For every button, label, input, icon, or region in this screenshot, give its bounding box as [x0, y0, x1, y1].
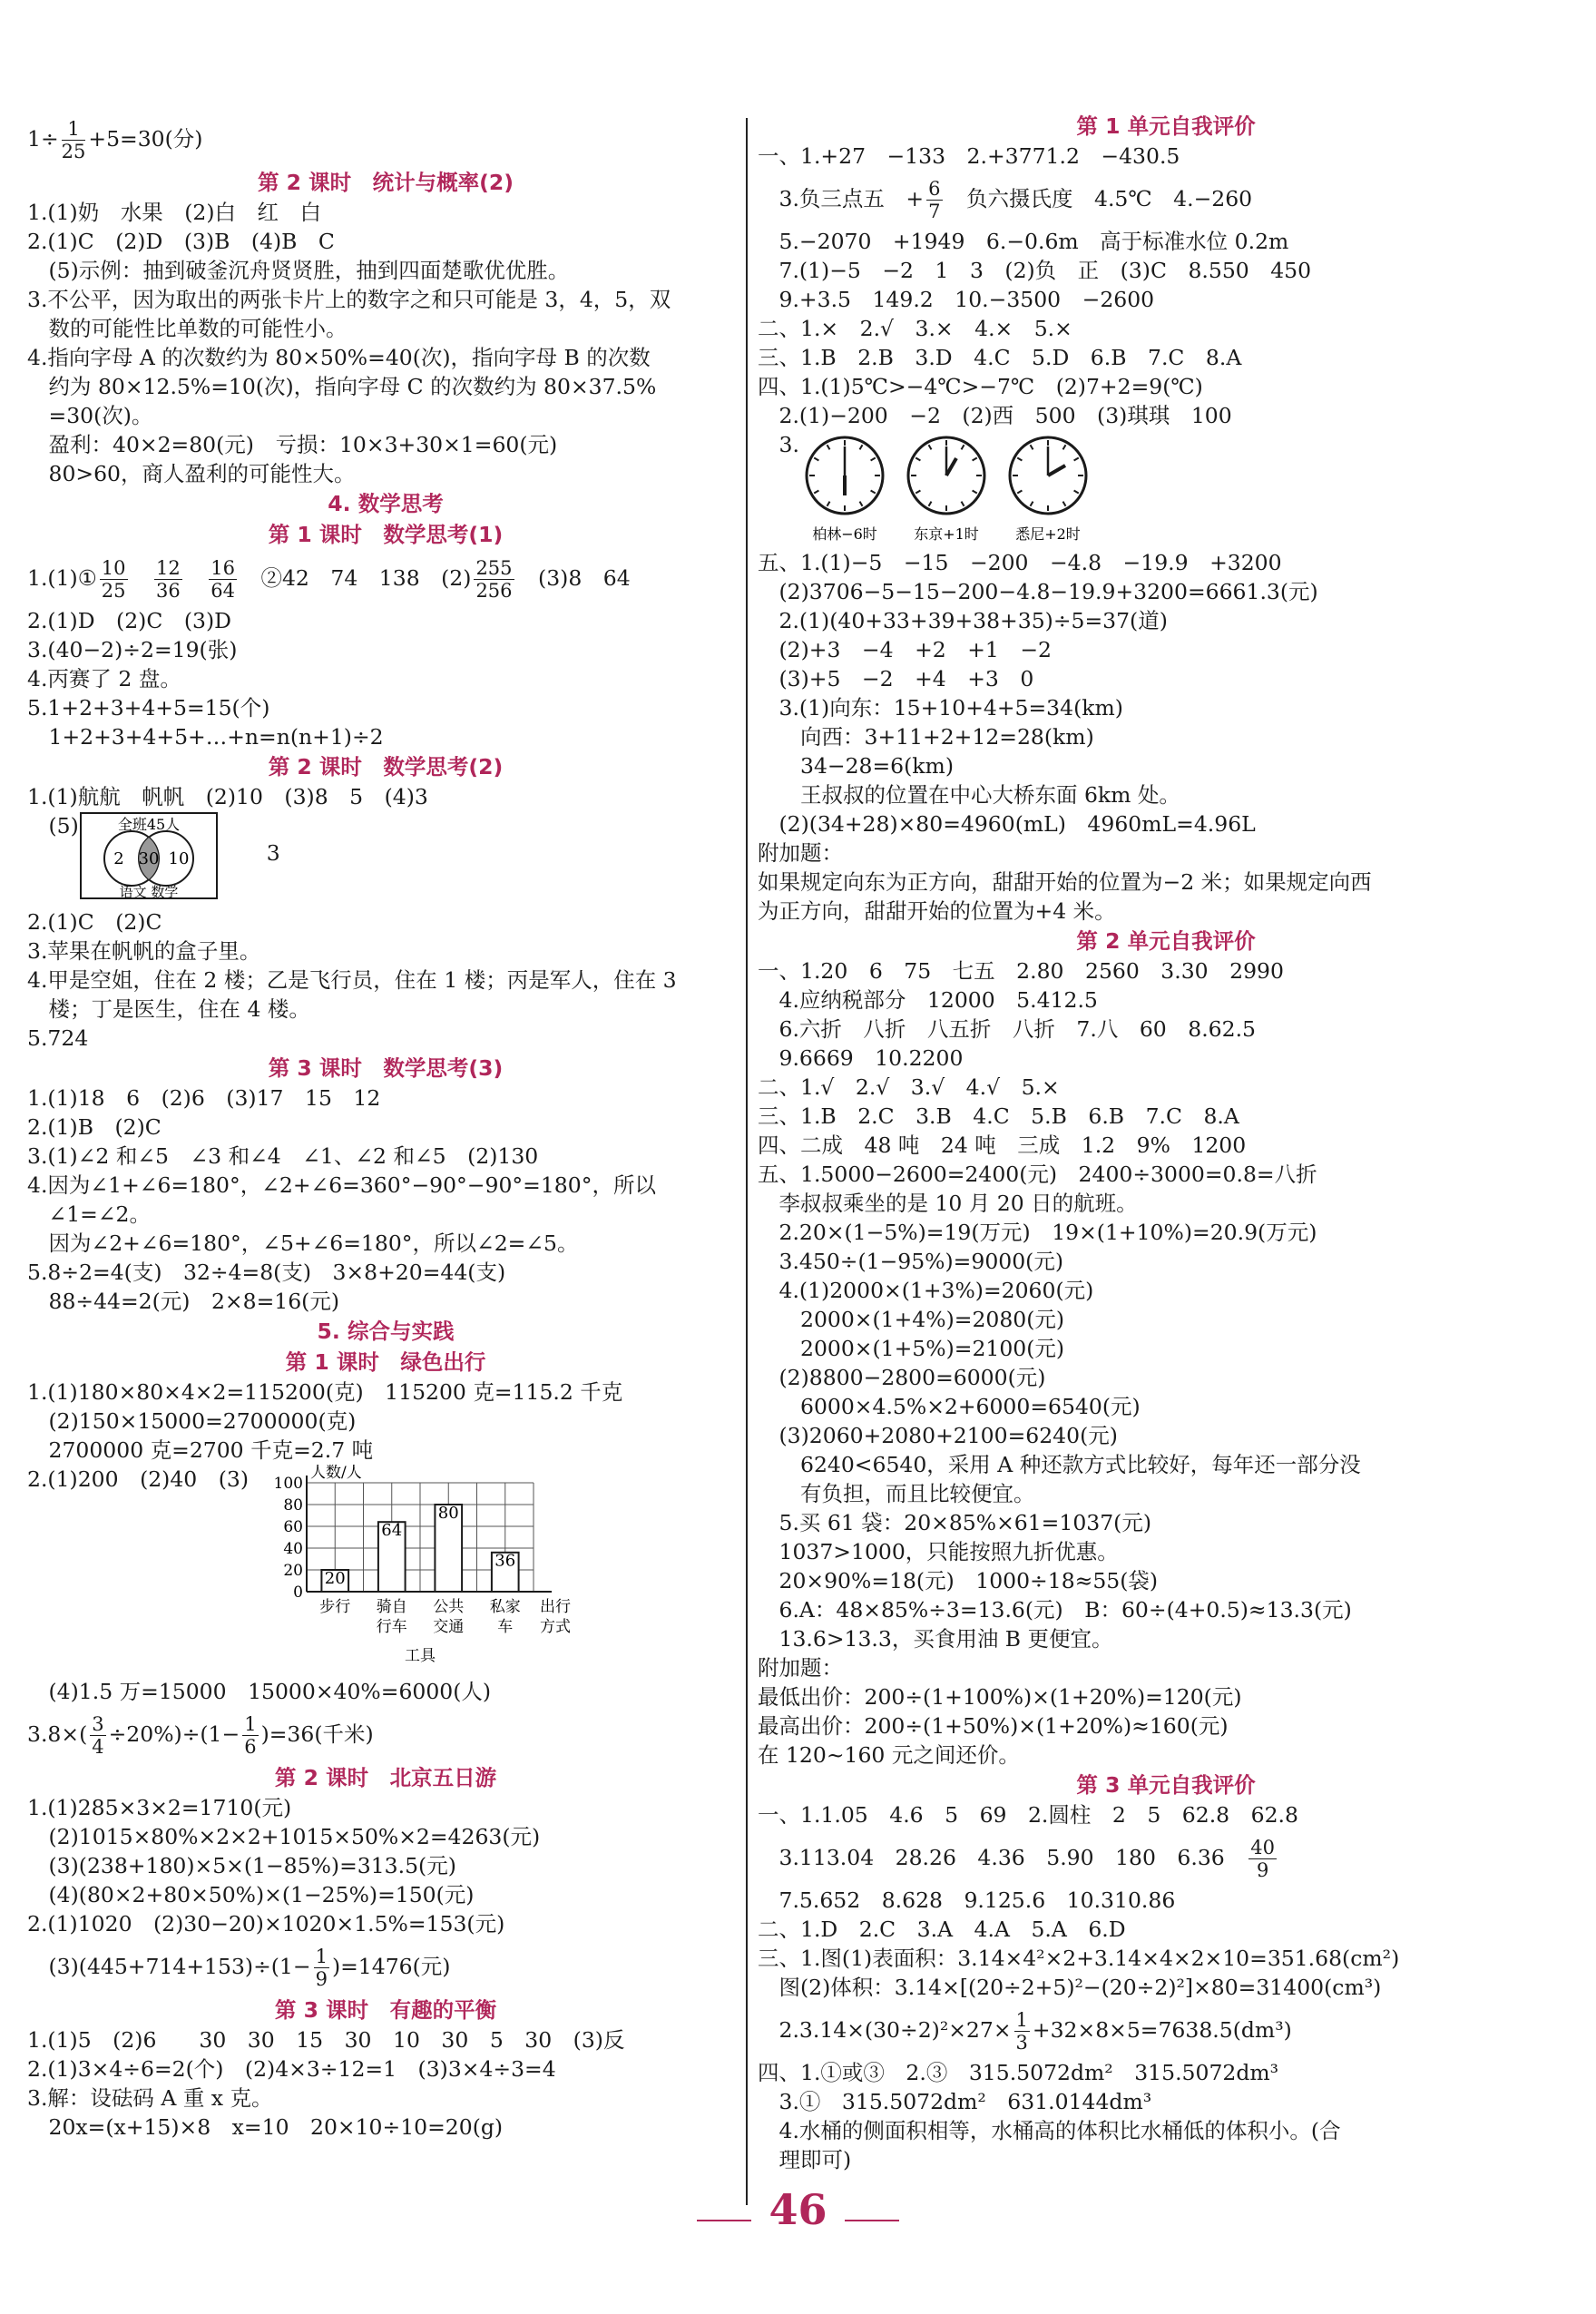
answer-line: 向西：3+11+2+12=28(km) — [758, 724, 1094, 750]
fraction — [474, 557, 514, 602]
answer-line: 如果规定向东为正方向，甜甜开始的位置为−2 米；如果规定向西 — [758, 869, 1372, 895]
text-run: 1÷ — [27, 126, 59, 152]
data-label: 64 — [381, 1520, 403, 1540]
answer-line: 四、二成 48 吨 24 吨 三成 1.2 9% 1200 — [758, 1132, 1247, 1158]
answer-line: 1.(1)18 6 (2)6 (3)17 15 12 — [27, 1085, 381, 1111]
text-run: 2.3.14×(30÷2)²×27× — [758, 2017, 1012, 2043]
denominator: 9 — [1256, 1859, 1269, 1881]
answer-line: 7.(1)−5 −2 1 3 (2)负 正 (3)C 8.550 450 — [758, 258, 1312, 283]
answer-line: 5.买 61 袋：20×85%×61=1037(元) — [758, 1510, 1152, 1535]
section-heading: 5. 综合与实践 — [317, 1319, 455, 1344]
denominator: 25 — [61, 141, 86, 162]
denominator: 25 — [101, 580, 126, 602]
answer-line: 王叔叔的位置在中心大桥东面 6km 处。 — [758, 782, 1180, 808]
answer-line: 一、1.+27 −133 2.+3771.2 −430.5 — [758, 143, 1180, 169]
fraction — [62, 118, 86, 162]
answer-line: 2.(1)C (2)C — [27, 909, 162, 935]
answer-line: 2.20×(1−5%)=19(万元) 19×(1+10%)=20.9(万元) — [758, 1220, 1317, 1245]
venn-labels: 语文 数学 — [119, 884, 179, 900]
column-divider — [746, 118, 748, 2205]
answer-line: 2.(1)3×4÷6=2(个) (2)4×3÷12=1 (3)3×4÷3=4 — [27, 2056, 556, 2082]
answer-line: 4.甲是空姐，住在 2 楼；乙是飞行员，住在 1 楼；丙是军人，住在 3 — [27, 967, 677, 993]
answer-line: 3.① 315.5072dm² 631.0144dm³ — [758, 2089, 1152, 2114]
answer-line: 图(2)体积：3.14×[(20÷2+5)²−(20÷2)²]×80=31400(cm³) — [758, 1975, 1382, 2000]
denominator: 256 — [475, 580, 513, 602]
answer-line: 李叔叔乘坐的是 10 月 20 日的航班。 — [758, 1191, 1138, 1216]
text-run: 负六摄氏度 4.5℃ 4.−260 — [945, 186, 1253, 211]
section-heading: 4. 数学思考 — [328, 491, 444, 516]
denominator: 3 — [1015, 2032, 1028, 2054]
answer-line: (4)1.5 万=15000 15000×40%=6000(人) — [27, 1679, 492, 1704]
answer-line: 最低出价：200÷(1+100%)×(1+20%)=120(元) — [758, 1684, 1242, 1710]
answer-line: 楼；丁是医生，住在 4 楼。 — [27, 996, 310, 1022]
text-run: )=1476(元) — [331, 1954, 451, 1979]
numerator: 16 — [211, 557, 235, 579]
venn-line — [27, 811, 744, 907]
text-run: 3.113.04 28.26 4.36 5.90 180 6.36 — [758, 1845, 1247, 1870]
text-run — [185, 565, 207, 591]
answer-line-fraction — [27, 1706, 744, 1762]
clock-caption: 柏林−6时 — [812, 525, 877, 543]
answer-line: 5.724 — [27, 1025, 89, 1051]
denominator: 36 — [156, 580, 181, 602]
answer-line: 1.(1)航航 帆帆 (2)10 (3)8 5 (4)3 — [27, 784, 428, 809]
answer-line: 80>60，商人盈利的可能性大。 — [27, 461, 356, 486]
answer-line-fraction — [758, 1829, 1574, 1886]
denominator: 4 — [92, 1736, 104, 1758]
text-run: ÷20%)÷(1− — [108, 1721, 240, 1747]
answer-line: 盈利：40×2=80(元) 亏损：10×3+30×1=60(元) — [27, 432, 558, 457]
fraction — [314, 1946, 329, 1990]
answer-line: 二、1.× 2.√ 3.× 4.× 5.× — [758, 316, 1072, 341]
answer-line: 理即可) — [758, 2147, 852, 2172]
answer-line: 34−28=6(km) — [758, 753, 954, 779]
numerator: 3 — [92, 1713, 104, 1735]
answer-line-fraction — [758, 2002, 1574, 2058]
answer-line: 20×90%=18(元) 1000÷18≈55(袋) — [758, 1568, 1159, 1593]
venn-diagram — [79, 811, 224, 902]
answer-line: 1+2+3+4+5+…+n=n(n+1)÷2 — [27, 724, 384, 750]
answer-line: 4.因为∠1+∠6=180°，∠2+∠6=360°−90°−90°=180°，所以 — [27, 1172, 656, 1198]
answer-line: 因为∠2+∠6=180°，∠5+∠6=180°，所以∠2=∠5。 — [27, 1231, 579, 1256]
venn-left-value: 2 — [113, 849, 124, 868]
text-run: (3)8 64 — [516, 565, 631, 591]
fraction — [100, 557, 128, 602]
answer-line: 一、1.20 6 75 七五 2.80 2560 3.30 2990 — [758, 958, 1284, 984]
numerator: 255 — [475, 557, 513, 579]
answer-line: 1.(1)奶 水果 (2)白 红 白 — [27, 200, 321, 225]
numerator: 1 — [244, 1713, 257, 1735]
answer-line: 2.(1)(40+33+39+38+35)÷5=37(道) — [758, 608, 1168, 633]
section-heading: 第 2 课时 北京五日游 — [274, 1765, 497, 1790]
answer-line: 3.解：设砝码 A 重 x 克。 — [27, 2085, 273, 2111]
answer-line: 4.指向字母 A 的次数约为 80×50%=40(次)，指向字母 B 的次数 — [27, 345, 651, 370]
answer-line: 2700000 克=2700 千克=2.7 吨 — [27, 1437, 374, 1463]
answer-line: (2)1015×80%×2×2+1015×50%×2=4263(元) — [27, 1824, 541, 1849]
answer-line: 约为 80×12.5%=10(次)，指向字母 C 的次数约为 80×37.5% — [27, 374, 657, 399]
answer-line-fraction — [27, 550, 744, 606]
denominator: 64 — [211, 580, 235, 602]
footer-line-left — [697, 2220, 751, 2221]
answer-line: 五、1.(1)−5 −15 −200 −4.8 −19.9 +3200 — [758, 550, 1282, 575]
answer-line: (2)+3 −4 +2 +1 −2 — [758, 637, 1052, 662]
answer-line: =30(次)。 — [27, 403, 153, 428]
answer-line: 5.−2070 +1949 6.−0.6m 高于标准水位 0.2m — [758, 229, 1289, 254]
numerator: 1 — [62, 118, 86, 141]
answer-line: 在 120~160 元之间还价。 — [758, 1742, 1020, 1768]
answer-line: 1037>1000，只能按照九折优惠。 — [758, 1539, 1119, 1564]
answer-line: 4.水桶的侧面积相等，水桶高的体积比水桶低的体积小。(合 — [758, 2118, 1341, 2143]
answer-line: 三、1.B 2.B 3.D 4.C 5.D 6.B 7.C 8.A — [758, 345, 1242, 370]
section-heading: 第 2 课时 数学思考(2) — [268, 754, 504, 780]
section-heading: 第 3 课时 有趣的平衡 — [274, 1997, 497, 2023]
item-prefix: 2.(1)200 (2)40 (3) — [27, 1466, 250, 1492]
section-heading: 第 1 单元自我评价 — [1076, 113, 1256, 139]
answer-line: (2)8800−2800=6000(元) — [758, 1365, 1046, 1390]
answer-line: 2.(1)D (2)C (3)D — [27, 608, 231, 633]
answer-line: 9.+3.5 149.2 10.−3500 −2600 — [758, 287, 1155, 312]
answer-line: 数的可能性比单数的可能性小。 — [27, 316, 348, 341]
answer-line: 3.(1)向东：15+10+4+5=34(km) — [758, 695, 1123, 721]
text-run: 3.负三点五 + — [758, 186, 925, 211]
venn-overlap-value: 30 — [138, 849, 160, 868]
section-heading: 第 2 课时 统计与概率(2) — [257, 170, 514, 195]
fraction — [1248, 1837, 1277, 1881]
item-prefix: 3. — [758, 432, 799, 457]
right-column — [758, 111, 1574, 2174]
answer-line: 6240<6540，采用 A 种还款方式比较好，每年还一部分没 — [758, 1452, 1361, 1477]
fraction — [90, 1713, 105, 1758]
answer-line: 为正方向，甜甜开始的位置为+4 米。 — [758, 898, 1116, 924]
y-tick-label: 20 — [283, 1562, 304, 1580]
answer-line: 二、1.√ 2.√ 3.√ 4.√ 5.× — [758, 1074, 1060, 1100]
denominator: 7 — [928, 201, 941, 222]
clock-caption: 东京+1时 — [914, 525, 979, 543]
answer-line: (3)2060+2080+2100=6240(元) — [758, 1423, 1118, 1448]
answer-line: 6000×4.5%×2+6000=6540(元) — [758, 1394, 1141, 1419]
answer-line: (2)(34+28)×80=4960(mL) 4960mL=4.96L — [758, 811, 1256, 837]
page-number: 46 — [769, 2185, 827, 2234]
text-run: 3.8×( — [27, 1721, 88, 1747]
y-tick-label: 40 — [283, 1540, 304, 1558]
y-axis-label: 人数/人 — [310, 1465, 362, 1482]
answer-line: 最高出价：200÷(1+50%)×(1+20%)≈160(元) — [758, 1713, 1229, 1739]
answer-line: 一、1.1.05 4.6 5 69 2.圆柱 2 5 62.8 62.8 — [758, 1802, 1298, 1828]
venn-right-value: 10 — [168, 849, 190, 868]
answer-line: 3.不公平，因为取出的两张卡片上的数字之和只可能是 3，4，5，双 — [27, 287, 671, 312]
answer-line: 五、1.5000−2600=2400(元) 2400÷3000=0.8=八折 — [758, 1162, 1317, 1187]
clocks-line — [758, 430, 1574, 548]
answer-line: 2.(1)1020 (2)30−20)×1020×1.5%=153(元) — [27, 1911, 505, 1937]
bar-chart — [249, 1465, 575, 1673]
clock-caption: 悉尼+2时 — [1015, 525, 1081, 543]
answer-line: 7.5.652 8.628 9.125.6 10.310.86 — [758, 1887, 1176, 1913]
section-heading: 第 3 单元自我评价 — [1076, 1772, 1256, 1798]
y-tick-label: 100 — [273, 1475, 304, 1493]
fraction — [926, 178, 942, 222]
answer-line: 有负担，而且比较便宜。 — [758, 1481, 1035, 1506]
numerator: 1 — [1015, 2009, 1028, 2031]
answer-line: ∠1=∠2。 — [27, 1201, 151, 1227]
footer-line-right — [845, 2220, 899, 2221]
answer-line: 1.(1)285×3×2=1710(元) — [27, 1795, 292, 1820]
text-run: +5=30(分) — [88, 126, 203, 152]
x-tick-label: 私家车 — [489, 1598, 521, 1636]
text-run: ②42 74 138 (2) — [239, 565, 472, 591]
denominator: 6 — [244, 1736, 257, 1758]
chart-line — [27, 1465, 744, 1677]
page-footer — [0, 2185, 1596, 2234]
data-label: 36 — [494, 1551, 516, 1571]
answer-line: 1.(1)5 (2)6 30 30 15 30 10 30 5 30 (3)反 — [27, 2027, 625, 2053]
answer-line: 2.(1)−200 −2 (2)西 500 (3)琪琪 100 — [758, 403, 1232, 428]
y-tick-label: 60 — [283, 1518, 304, 1536]
answer-line: 三、1.图(1)表面积：3.14×4²×2+3.14×4×2×10=351.68(cm²) — [758, 1946, 1400, 1971]
numerator: 12 — [156, 557, 181, 579]
answer-line: 四、1.(1)5℃>−4℃>−7℃ (2)7+2=9(℃) — [758, 374, 1203, 399]
answer-line: 3.苹果在帆帆的盒子里。 — [27, 938, 261, 964]
answer-line: 88÷44=2(元) 2×8=16(元) — [27, 1289, 339, 1314]
answer-line: 3.450÷(1−95%)=9000(元) — [758, 1249, 1064, 1274]
answer-line: (2)150×15000=2700000(克) — [27, 1408, 357, 1434]
numerator: 6 — [928, 178, 941, 200]
fraction — [209, 557, 237, 602]
section-heading: 第 3 课时 数学思考(3) — [268, 1055, 504, 1081]
answer-line: 附加题： — [758, 1655, 843, 1681]
answer-line: 2000×(1+4%)=2080(元) — [758, 1307, 1065, 1332]
item-prefix: (5) — [27, 813, 79, 838]
venn-title: 全班45人 — [117, 816, 180, 833]
clock-diagram — [799, 430, 1099, 546]
answer-line: 6.六折 八折 八五折 八折 7.八 60 8.62.5 — [758, 1016, 1256, 1042]
x-tick-label: 步行 — [319, 1598, 351, 1616]
fraction — [154, 557, 182, 602]
answer-line: (4)(80×2+80×50%)×(1−25%)=150(元) — [27, 1882, 475, 1907]
answer-line: 2.(1)C (2)D (3)B (4)B C — [27, 229, 335, 254]
answer-line: (3)+5 −2 +4 +3 0 — [758, 666, 1034, 691]
left-column — [27, 111, 744, 2142]
answer-line: 四、1.①或③ 2.③ 315.5072dm² 315.5072dm³ — [758, 2060, 1279, 2085]
section-heading: 第 1 课时 数学思考(1) — [268, 522, 504, 547]
answer-line-fraction — [27, 1938, 744, 1995]
venn-answer: 3 — [223, 840, 280, 866]
answer-line: 6.A：48×85%÷3=13.6(元) B：60÷(4+0.5)≈13.3(元) — [758, 1597, 1352, 1623]
y-tick-label: 80 — [283, 1496, 304, 1515]
text-run — [131, 565, 152, 591]
answer-line: 13.6>13.3，买食用油 B 更便宜。 — [758, 1626, 1113, 1652]
answer-line: (2)3706−5−15−200−4.8−19.9+3200=6661.3(元) — [758, 579, 1318, 604]
text-run: (3)(445+714+153)÷(1− — [27, 1954, 311, 1979]
section-heading: 第 1 课时 绿色出行 — [285, 1349, 486, 1375]
answer-line: 5.8÷2=4(支) 32÷4=8(支) 3×8+20=44(支) — [27, 1260, 506, 1285]
answer-line: 2000×(1+5%)=2100(元) — [758, 1336, 1065, 1361]
answer-line: 4.(1)2000×(1+3%)=2060(元) — [758, 1278, 1094, 1303]
answer-line: 5.1+2+3+4+5=15(个) — [27, 695, 270, 721]
answer-line: 20x=(x+15)×8 x=10 20×10÷10=20(g) — [27, 2114, 504, 2140]
text-run: +32×8×5=7638.5(dm³) — [1032, 2017, 1292, 2043]
numerator: 10 — [101, 557, 126, 579]
fraction — [242, 1713, 258, 1758]
x-axis-label: 出行方式 — [540, 1598, 572, 1636]
section-heading: 第 2 单元自我评价 — [1076, 928, 1256, 954]
y-tick-label: 0 — [293, 1584, 304, 1602]
x-axis-label-extra: 工具 — [405, 1647, 436, 1665]
answer-line: 三、1.B 2.C 3.B 4.C 5.B 6.B 7.C 8.A — [758, 1103, 1239, 1129]
answer-line-fraction — [758, 171, 1574, 227]
answer-line: 9.6669 10.2200 — [758, 1045, 964, 1071]
numerator: 40 — [1250, 1837, 1275, 1858]
answer-line: 4.应纳税部分 12000 5.412.5 — [758, 987, 1098, 1013]
answer-line-fraction — [27, 111, 744, 167]
answer-line: 1.(1)180×80×4×2=115200(克) 115200 克=115.2 千克 — [27, 1379, 623, 1405]
x-tick-label: 骑自行车 — [376, 1598, 407, 1636]
text-run: 1.(1)① — [27, 565, 97, 591]
denominator: 9 — [315, 1968, 328, 1990]
answer-line: 4.丙赛了 2 盘。 — [27, 666, 181, 691]
numerator: 1 — [315, 1946, 328, 1967]
answer-line: (3)(238+180)×5×(1−85%)=313.5(元) — [27, 1853, 456, 1878]
answer-line: 3.(40−2)÷2=19(张) — [27, 637, 238, 662]
answer-line: (5)示例：抽到破釜沉舟贤贤胜，抽到四面楚歌优优胜。 — [27, 258, 570, 283]
answer-line: 附加题： — [758, 840, 843, 866]
fraction — [1014, 2009, 1030, 2054]
x-tick-label: 公共交通 — [433, 1598, 465, 1636]
answer-line: 二、1.D 2.C 3.A 4.A 5.A 6.D — [758, 1917, 1126, 1942]
data-label: 20 — [324, 1568, 346, 1588]
data-label: 80 — [437, 1503, 459, 1523]
text-run: )=36(千米) — [260, 1721, 374, 1747]
answer-line: 2.(1)B (2)C — [27, 1114, 162, 1140]
answer-line: 3.(1)∠2 和∠5 ∠3 和∠4 ∠1、∠2 和∠5 (2)130 — [27, 1143, 539, 1169]
